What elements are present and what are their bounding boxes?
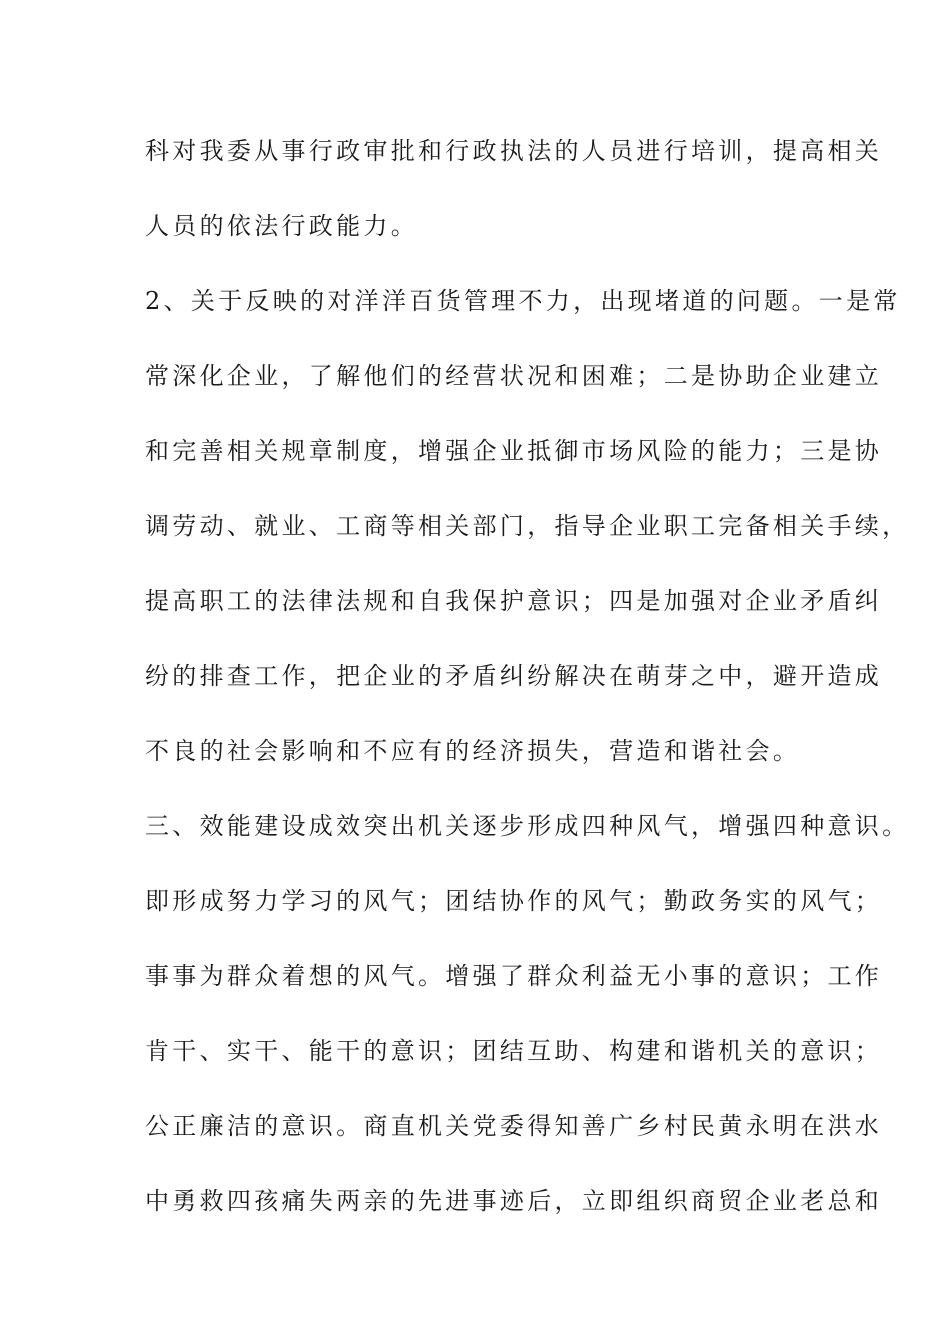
text-line-13: 肯干、实干、能干的意识；团结互助、构建和谐机关的意识； [145,1037,883,1065]
text-line-3: 2、关于反映的对洋洋百货管理不力，出现堵道的问题。一是常 [145,287,901,315]
text-line-2: 人员的依法行政能力。 [145,212,418,240]
text-line-14: 公正廉洁的意识。商直机关党委得知善广乡村民黄永明在洪水 [145,1112,883,1140]
text-line-6: 调劳动、就业、工商等相关部门，指导企业职工完备相关手续， [145,512,910,540]
document-body [145,131,910,1256]
text-line-5: 和完善相关规章制度，增强企业抵御市场风险的能力；三是协 [145,437,883,465]
text-line-9: 不良的社会影响和不应有的经济损失，营造和谐社会。 [145,737,801,765]
text-line-10: 三、效能建设成效突出机关逐步形成四种风气，增强四种意识。 [145,812,910,840]
text-line-4: 常深化企业，了解他们的经营状况和困难；二是协助企业建立 [145,362,883,390]
text-line-15: 中勇救四孩痛失两亲的先进事迹后，立即组织商贸企业老总和 [145,1187,883,1215]
text-line-11: 即形成努力学习的风气；团结协作的风气；勤政务实的风气； [145,887,883,915]
text-line-12: 事事为群众着想的风气。增强了群众利益无小事的意识；工作 [145,962,883,990]
text-line-7: 提高职工的法律法规和自我保护意识；四是加强对企业矛盾纠 [145,587,883,615]
text-line-1: 科对我委从事行政审批和行政执法的人员进行培训，提高相关 [145,137,883,165]
text-line-8: 纷的排查工作，把企业的矛盾纠纷解决在萌芽之中，避开造成 [145,662,883,690]
